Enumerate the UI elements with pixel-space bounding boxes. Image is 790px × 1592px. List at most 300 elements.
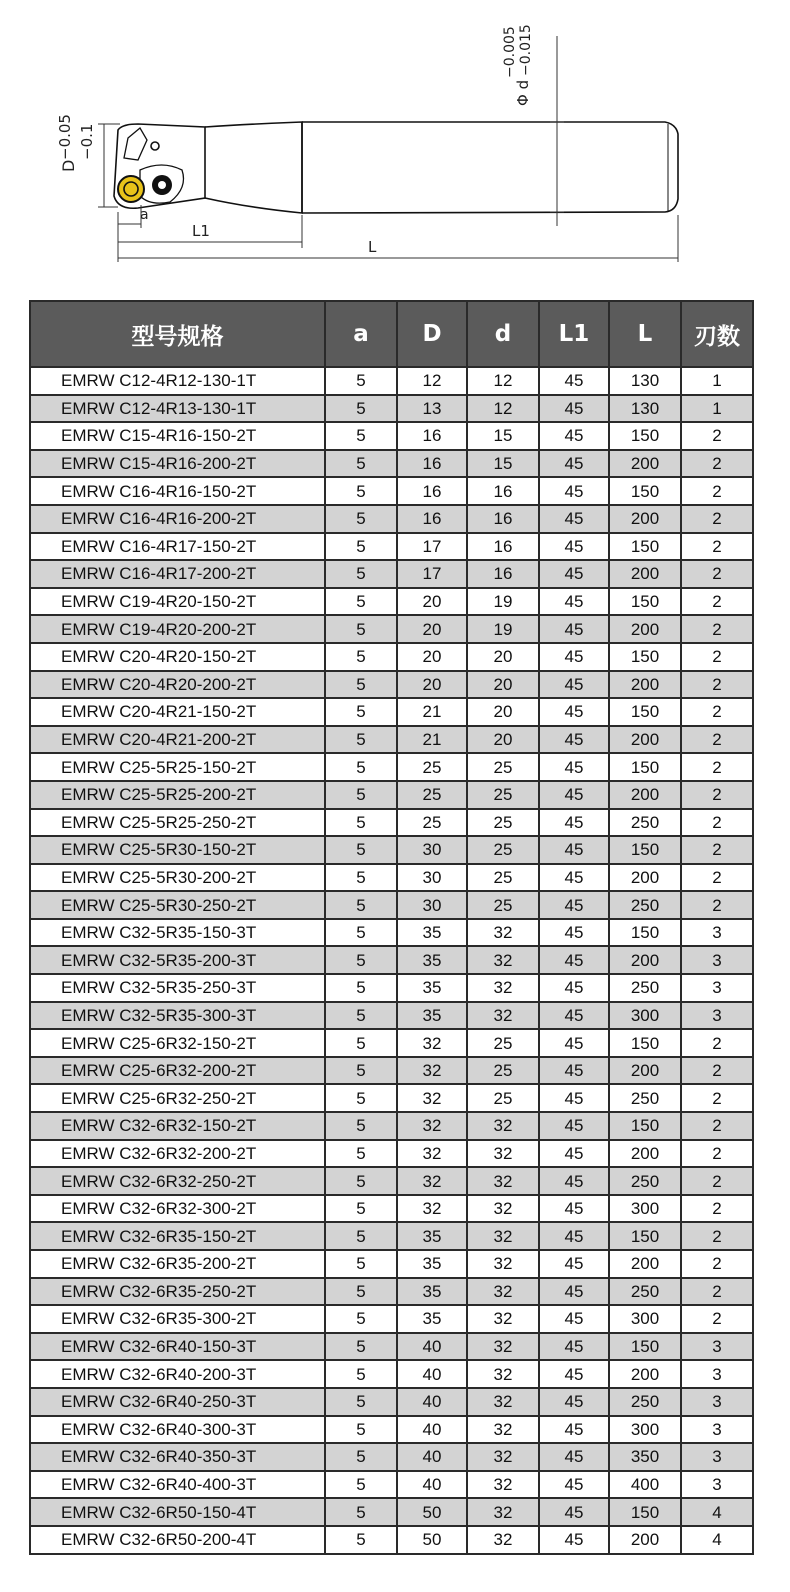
cell-model: EMRW C12-4R13-130-1T	[30, 395, 325, 423]
cell-L: 200	[609, 781, 681, 809]
cell-D: 50	[397, 1498, 467, 1526]
cell-L1: 45	[539, 753, 609, 781]
table-row	[30, 726, 753, 754]
cell-flutes: 2	[681, 809, 753, 837]
cell-D: 32	[397, 1029, 467, 1057]
cell-a: 5	[325, 753, 397, 781]
cell-flutes: 2	[681, 588, 753, 616]
cell-model: EMRW C15-4R16-200-2T	[30, 450, 325, 478]
cell-model: EMRW C32-6R40-400-3T	[30, 1471, 325, 1499]
cell-d: 32	[467, 1526, 539, 1554]
cell-d: 16	[467, 533, 539, 561]
cell-model: EMRW C20-4R20-150-2T	[30, 643, 325, 671]
cell-L1: 45	[539, 422, 609, 450]
cell-L1: 45	[539, 1333, 609, 1361]
cell-L1: 45	[539, 1140, 609, 1168]
tool-body	[114, 122, 678, 213]
cell-D: 40	[397, 1360, 467, 1388]
cell-model: EMRW C15-4R16-150-2T	[30, 422, 325, 450]
cell-flutes: 2	[681, 422, 753, 450]
cell-a: 5	[325, 1416, 397, 1444]
cell-model: EMRW C32-6R35-150-2T	[30, 1222, 325, 1250]
cell-d: 15	[467, 422, 539, 450]
cell-D: 25	[397, 753, 467, 781]
cell-d: 32	[467, 1416, 539, 1444]
cell-model: EMRW C25-5R25-200-2T	[30, 781, 325, 809]
cell-d: 32	[467, 974, 539, 1002]
cell-d: 19	[467, 615, 539, 643]
cell-L: 200	[609, 560, 681, 588]
cell-d: 32	[467, 1471, 539, 1499]
cell-D: 30	[397, 891, 467, 919]
cell-model: EMRW C16-4R16-200-2T	[30, 505, 325, 533]
cell-model: EMRW C20-4R21-150-2T	[30, 698, 325, 726]
cell-model: EMRW C20-4R20-200-2T	[30, 671, 325, 699]
cell-L1: 45	[539, 1498, 609, 1526]
cell-L: 300	[609, 1305, 681, 1333]
cell-a: 5	[325, 1526, 397, 1554]
cell-a: 5	[325, 1388, 397, 1416]
cell-a: 5	[325, 1305, 397, 1333]
table-row	[30, 1388, 753, 1416]
cell-L: 200	[609, 1360, 681, 1388]
cell-L1: 45	[539, 1443, 609, 1471]
cell-flutes: 3	[681, 1388, 753, 1416]
table-row	[30, 1222, 753, 1250]
cell-L1: 45	[539, 1388, 609, 1416]
cell-D: 20	[397, 671, 467, 699]
cell-D: 13	[397, 395, 467, 423]
cell-a: 5	[325, 1195, 397, 1223]
cell-D: 32	[397, 1195, 467, 1223]
cell-d: 32	[467, 1250, 539, 1278]
cell-D: 40	[397, 1333, 467, 1361]
cell-model: EMRW C16-4R17-200-2T	[30, 560, 325, 588]
table-row	[30, 533, 753, 561]
cell-flutes: 3	[681, 974, 753, 1002]
cell-D: 17	[397, 560, 467, 588]
cell-L: 300	[609, 1002, 681, 1030]
cell-L: 250	[609, 891, 681, 919]
cell-L1: 45	[539, 1002, 609, 1030]
cell-a: 5	[325, 450, 397, 478]
cell-model: EMRW C25-5R30-150-2T	[30, 836, 325, 864]
cell-a: 5	[325, 974, 397, 1002]
table-row	[30, 1112, 753, 1140]
cell-d: 32	[467, 1140, 539, 1168]
cell-model: EMRW C25-6R32-200-2T	[30, 1057, 325, 1085]
cell-d: 25	[467, 1057, 539, 1085]
cell-L1: 45	[539, 1195, 609, 1223]
cell-a: 5	[325, 1112, 397, 1140]
cell-a: 5	[325, 1498, 397, 1526]
cell-flutes: 2	[681, 781, 753, 809]
cell-d: 20	[467, 671, 539, 699]
table-row	[30, 671, 753, 699]
header-L: L	[609, 301, 681, 367]
table-row	[30, 1057, 753, 1085]
cell-a: 5	[325, 1167, 397, 1195]
cell-L: 150	[609, 1222, 681, 1250]
cell-L: 150	[609, 836, 681, 864]
cell-L: 150	[609, 753, 681, 781]
cell-L: 150	[609, 1029, 681, 1057]
cell-model: EMRW C25-6R32-250-2T	[30, 1084, 325, 1112]
table-row	[30, 1360, 753, 1388]
table-row	[30, 643, 753, 671]
cell-D: 35	[397, 1278, 467, 1306]
cell-L: 150	[609, 477, 681, 505]
table-row	[30, 1526, 753, 1554]
cell-model: EMRW C25-5R30-200-2T	[30, 864, 325, 892]
cell-model: EMRW C16-4R16-150-2T	[30, 477, 325, 505]
label-D-tol-lower: −0.1	[78, 123, 96, 160]
cell-L1: 45	[539, 1057, 609, 1085]
cell-L: 150	[609, 919, 681, 947]
cell-a: 5	[325, 671, 397, 699]
cell-D: 20	[397, 588, 467, 616]
cell-L1: 45	[539, 1305, 609, 1333]
cell-flutes: 3	[681, 1416, 753, 1444]
insert	[118, 142, 172, 202]
cell-L1: 45	[539, 891, 609, 919]
cell-L1: 45	[539, 588, 609, 616]
cell-L1: 45	[539, 1029, 609, 1057]
header-D: D	[397, 301, 467, 367]
table-row	[30, 919, 753, 947]
cell-a: 5	[325, 1471, 397, 1499]
cell-d: 25	[467, 836, 539, 864]
cell-D: 40	[397, 1471, 467, 1499]
label-d: Φ d	[514, 79, 532, 106]
cell-flutes: 2	[681, 753, 753, 781]
dimension-lines	[98, 36, 678, 262]
table-row	[30, 1471, 753, 1499]
cell-D: 25	[397, 809, 467, 837]
cell-model: EMRW C19-4R20-200-2T	[30, 615, 325, 643]
cell-flutes: 2	[681, 864, 753, 892]
cell-L1: 45	[539, 560, 609, 588]
cell-model: EMRW C25-5R25-150-2T	[30, 753, 325, 781]
cell-d: 25	[467, 864, 539, 892]
cell-L: 200	[609, 1526, 681, 1554]
cell-d: 16	[467, 477, 539, 505]
cell-L1: 45	[539, 615, 609, 643]
cell-L1: 45	[539, 836, 609, 864]
cell-a: 5	[325, 1443, 397, 1471]
cell-L1: 45	[539, 1084, 609, 1112]
cell-d: 15	[467, 450, 539, 478]
cell-flutes: 3	[681, 946, 753, 974]
cell-D: 32	[397, 1084, 467, 1112]
cell-flutes: 2	[681, 1278, 753, 1306]
spec-table	[29, 300, 754, 1555]
cell-L1: 45	[539, 726, 609, 754]
cell-L: 200	[609, 864, 681, 892]
cell-d: 25	[467, 1029, 539, 1057]
table-row	[30, 367, 753, 395]
cell-D: 40	[397, 1443, 467, 1471]
table-row	[30, 477, 753, 505]
cell-L: 350	[609, 1443, 681, 1471]
label-a: a	[140, 207, 149, 223]
cell-flutes: 3	[681, 919, 753, 947]
cell-d: 20	[467, 698, 539, 726]
cell-L: 150	[609, 698, 681, 726]
table-row	[30, 864, 753, 892]
cell-flutes: 2	[681, 1167, 753, 1195]
cell-d: 25	[467, 1084, 539, 1112]
cell-flutes: 2	[681, 1195, 753, 1223]
cell-d: 32	[467, 1333, 539, 1361]
cell-flutes: 2	[681, 1305, 753, 1333]
cell-a: 5	[325, 505, 397, 533]
header-d: d	[467, 301, 539, 367]
cell-L: 200	[609, 505, 681, 533]
cell-model: EMRW C32-6R40-150-3T	[30, 1333, 325, 1361]
cell-d: 32	[467, 1498, 539, 1526]
cell-flutes: 2	[681, 505, 753, 533]
cell-flutes: 2	[681, 698, 753, 726]
cell-a: 5	[325, 698, 397, 726]
cell-d: 32	[467, 1002, 539, 1030]
label-d-tol-upper: −0.005	[502, 26, 518, 78]
cell-model: EMRW C32-6R40-350-3T	[30, 1443, 325, 1471]
cell-flutes: 3	[681, 1360, 753, 1388]
cell-model: EMRW C25-6R32-150-2T	[30, 1029, 325, 1057]
cell-D: 32	[397, 1167, 467, 1195]
table-row	[30, 891, 753, 919]
cell-flutes: 2	[681, 560, 753, 588]
cell-model: EMRW C19-4R20-150-2T	[30, 588, 325, 616]
cell-model: EMRW C20-4R21-200-2T	[30, 726, 325, 754]
cell-a: 5	[325, 809, 397, 837]
cell-a: 5	[325, 615, 397, 643]
cell-L: 150	[609, 643, 681, 671]
label-L: L	[368, 238, 377, 256]
cell-L1: 45	[539, 1360, 609, 1388]
cell-L1: 45	[539, 450, 609, 478]
table-row	[30, 1167, 753, 1195]
cell-model: EMRW C25-5R30-250-2T	[30, 891, 325, 919]
table-row	[30, 836, 753, 864]
cell-a: 5	[325, 533, 397, 561]
table-row	[30, 1002, 753, 1030]
cell-a: 5	[325, 946, 397, 974]
cell-D: 16	[397, 505, 467, 533]
cell-L: 150	[609, 422, 681, 450]
cell-a: 5	[325, 919, 397, 947]
cell-D: 35	[397, 1305, 467, 1333]
table-row	[30, 1305, 753, 1333]
cell-model: EMRW C32-6R32-200-2T	[30, 1140, 325, 1168]
cell-flutes: 3	[681, 1333, 753, 1361]
cell-a: 5	[325, 422, 397, 450]
cell-d: 32	[467, 946, 539, 974]
cell-D: 32	[397, 1112, 467, 1140]
cell-flutes: 2	[681, 836, 753, 864]
cell-d: 25	[467, 753, 539, 781]
cell-D: 35	[397, 974, 467, 1002]
cell-L: 250	[609, 1388, 681, 1416]
cell-flutes: 1	[681, 367, 753, 395]
cell-L1: 45	[539, 671, 609, 699]
cell-flutes: 2	[681, 1057, 753, 1085]
cell-model: EMRW C32-6R35-300-2T	[30, 1305, 325, 1333]
label-D-tol-upper: −0.05	[56, 114, 74, 160]
cell-flutes: 4	[681, 1498, 753, 1526]
cell-L: 300	[609, 1195, 681, 1223]
cell-a: 5	[325, 1278, 397, 1306]
cell-L1: 45	[539, 946, 609, 974]
cell-flutes: 2	[681, 615, 753, 643]
cell-flutes: 2	[681, 1140, 753, 1168]
cell-L: 250	[609, 1084, 681, 1112]
cell-D: 20	[397, 643, 467, 671]
cell-model: EMRW C32-5R35-250-3T	[30, 974, 325, 1002]
cell-D: 25	[397, 781, 467, 809]
table-row	[30, 422, 753, 450]
cell-model: EMRW C32-5R35-300-3T	[30, 1002, 325, 1030]
cell-L1: 45	[539, 1112, 609, 1140]
table-row	[30, 974, 753, 1002]
cell-flutes: 2	[681, 533, 753, 561]
cell-model: EMRW C16-4R17-150-2T	[30, 533, 325, 561]
cell-a: 5	[325, 643, 397, 671]
cell-D: 35	[397, 919, 467, 947]
table-row	[30, 1084, 753, 1112]
cell-d: 25	[467, 891, 539, 919]
cell-model: EMRW C32-6R40-250-3T	[30, 1388, 325, 1416]
table-row	[30, 1333, 753, 1361]
table-row	[30, 809, 753, 837]
cell-L1: 45	[539, 477, 609, 505]
header-flutes: 刃数	[681, 301, 753, 367]
cell-L: 200	[609, 450, 681, 478]
cell-d: 32	[467, 919, 539, 947]
cell-a: 5	[325, 864, 397, 892]
cell-L: 150	[609, 1112, 681, 1140]
cell-D: 16	[397, 422, 467, 450]
cell-L1: 45	[539, 1471, 609, 1499]
table-row	[30, 505, 753, 533]
cell-flutes: 2	[681, 1029, 753, 1057]
cell-d: 16	[467, 560, 539, 588]
cell-L: 150	[609, 588, 681, 616]
table-row	[30, 698, 753, 726]
label-D: D	[59, 159, 78, 172]
cell-D: 12	[397, 367, 467, 395]
cell-d: 32	[467, 1443, 539, 1471]
header-L1: L1	[539, 301, 609, 367]
cell-L1: 45	[539, 1278, 609, 1306]
cell-L1: 45	[539, 1526, 609, 1554]
cell-L1: 45	[539, 919, 609, 947]
cell-D: 40	[397, 1416, 467, 1444]
cell-D: 35	[397, 946, 467, 974]
cell-model: EMRW C32-6R50-200-4T	[30, 1526, 325, 1554]
cell-flutes: 2	[681, 671, 753, 699]
cell-model: EMRW C32-6R32-250-2T	[30, 1167, 325, 1195]
table-row	[30, 1443, 753, 1471]
cell-model: EMRW C32-5R35-150-3T	[30, 919, 325, 947]
cell-flutes: 2	[681, 1250, 753, 1278]
cell-flutes: 2	[681, 1222, 753, 1250]
cell-a: 5	[325, 1222, 397, 1250]
cell-D: 20	[397, 615, 467, 643]
table-row	[30, 946, 753, 974]
cell-flutes: 2	[681, 477, 753, 505]
cell-d: 20	[467, 726, 539, 754]
cell-d: 32	[467, 1112, 539, 1140]
cell-L: 200	[609, 1057, 681, 1085]
table-row	[30, 1140, 753, 1168]
cell-model: EMRW C32-6R40-300-3T	[30, 1416, 325, 1444]
cell-a: 5	[325, 781, 397, 809]
cell-L: 200	[609, 946, 681, 974]
cell-a: 5	[325, 1057, 397, 1085]
table-header-row	[30, 301, 753, 367]
cell-D: 21	[397, 726, 467, 754]
cell-L1: 45	[539, 1222, 609, 1250]
table-row	[30, 395, 753, 423]
table-row	[30, 588, 753, 616]
cell-D: 30	[397, 836, 467, 864]
cell-flutes: 2	[681, 891, 753, 919]
cell-D: 30	[397, 864, 467, 892]
cell-a: 5	[325, 477, 397, 505]
table-row	[30, 560, 753, 588]
cell-L1: 45	[539, 395, 609, 423]
cell-flutes: 2	[681, 1112, 753, 1140]
cell-a: 5	[325, 588, 397, 616]
cell-model: EMRW C12-4R12-130-1T	[30, 367, 325, 395]
table-row	[30, 1416, 753, 1444]
cell-a: 5	[325, 1029, 397, 1057]
cell-a: 5	[325, 1333, 397, 1361]
cell-L1: 45	[539, 367, 609, 395]
cell-a: 5	[325, 1084, 397, 1112]
cell-flutes: 3	[681, 1443, 753, 1471]
table-row	[30, 1278, 753, 1306]
cell-D: 50	[397, 1526, 467, 1554]
cell-L1: 45	[539, 533, 609, 561]
cell-L: 200	[609, 1140, 681, 1168]
cell-D: 32	[397, 1140, 467, 1168]
cell-model: EMRW C32-6R40-200-3T	[30, 1360, 325, 1388]
cell-a: 5	[325, 395, 397, 423]
cell-d: 32	[467, 1388, 539, 1416]
cell-a: 5	[325, 1250, 397, 1278]
table-row	[30, 753, 753, 781]
table-row	[30, 1195, 753, 1223]
cell-D: 17	[397, 533, 467, 561]
cell-L: 200	[609, 726, 681, 754]
cell-d: 19	[467, 588, 539, 616]
cell-L: 150	[609, 1333, 681, 1361]
cell-L: 250	[609, 1167, 681, 1195]
cell-d: 32	[467, 1195, 539, 1223]
header-model: 型号规格	[30, 301, 325, 367]
cell-flutes: 3	[681, 1002, 753, 1030]
cell-L1: 45	[539, 505, 609, 533]
cell-a: 5	[325, 1360, 397, 1388]
cell-a: 5	[325, 836, 397, 864]
cell-L: 250	[609, 809, 681, 837]
cell-L1: 45	[539, 1167, 609, 1195]
cell-L: 200	[609, 1250, 681, 1278]
cell-D: 35	[397, 1002, 467, 1030]
